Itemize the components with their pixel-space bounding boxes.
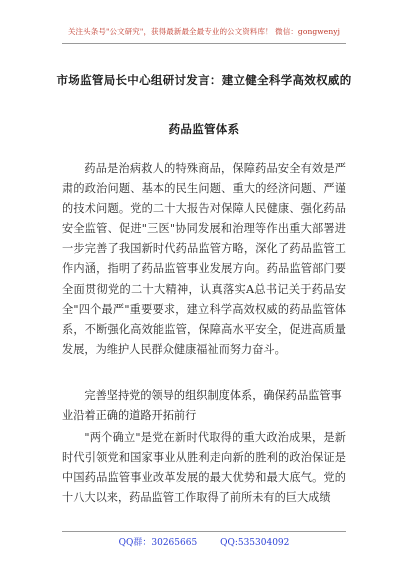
- section-subheading: [62, 386, 346, 426]
- document-title-line2: 药品监管体系: [168, 122, 240, 136]
- footer: [0, 535, 408, 548]
- paragraph-text: 药品是治病救人的特殊商品，保障药品安全有效是严肃的政治问题、基本的民生问题、重大的经济问题、严谨的技术问题。党的二十大报告对保障人民健康、强化药品安全监管、促进"三医"协同发展和治理等作出重大部署进一步完善了我国新时代药品监管方略，深化了药品监管工作内涵，指明了药品监管事业发展方向。药品监管部门要全面贯彻党的二十大精神，认真落实A总书记关于药品安全"四个最严"重要要求，建立科学高效权威的药品监管体系，不断强化高效能监管，保障高水平安全，促进高质量发展，为维护人民群众健康福祉而努力奋斗。: [62, 162, 346, 356]
- paragraph-text: "两个确立"是党在新时代取得的重大政治成果，是新时代引领党和国家事业从胜利走向新的胜利的政治保证是中国药品监管事业改革发展的最大优势和最大底气。党的十八大以来，药品监管工作取得了前所未有的巨大成绩: [62, 431, 346, 505]
- header-banner: 关注头条号"公文研究"，获得最新最全最专业的公文资料库！ 微信：gongwenyj: [67, 27, 341, 36]
- body-paragraph-2: [62, 428, 346, 508]
- header-divider: [62, 43, 346, 44]
- subheading-text: 完善坚持党的领导的组织制度体系，确保药品监管事业沿着正确的道路开拓前行: [62, 389, 342, 423]
- body-paragraph-1: [62, 159, 346, 360]
- document-title-line1: 市场监管局长中心组研讨发言：建立健全科学高效权威的: [56, 73, 352, 87]
- qq-contact-label: QQ:535304092: [220, 538, 290, 548]
- footer-divider: [62, 531, 346, 532]
- qq-group-label: QQ群：30265665: [118, 538, 198, 548]
